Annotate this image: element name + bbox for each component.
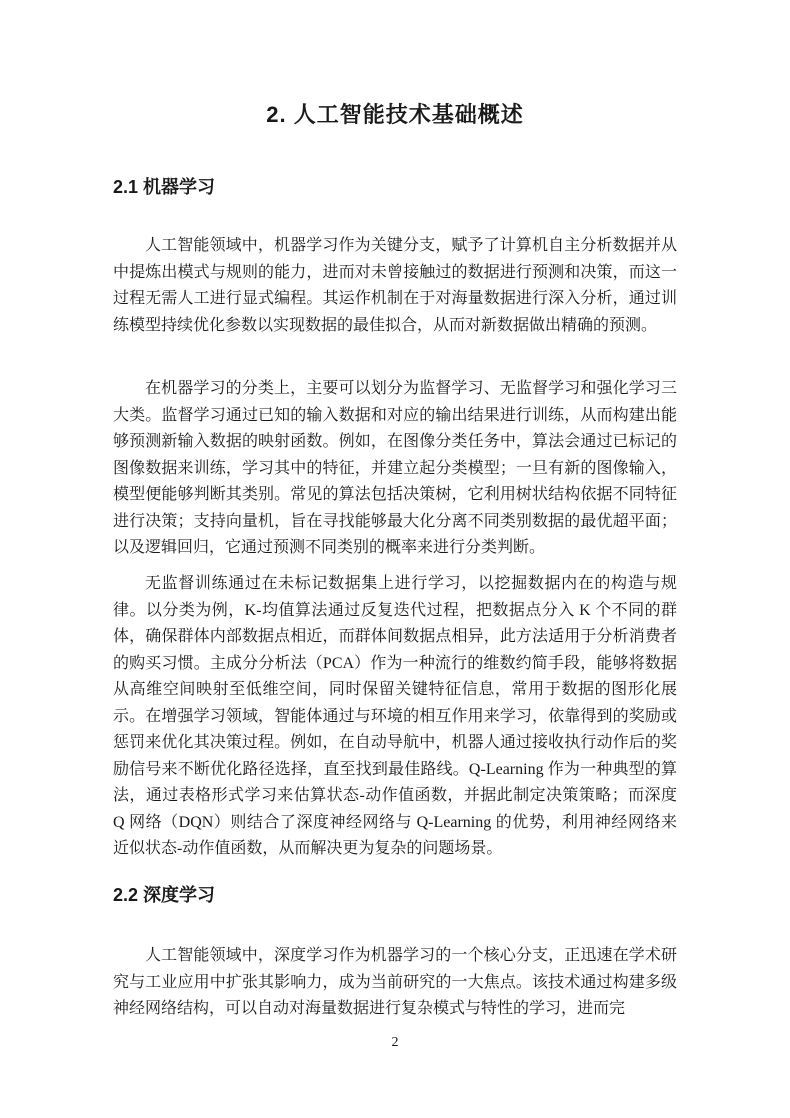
paragraph-ml-categories: 在机器学习的分类上，主要可以划分为监督学习、无监督学习和强化学习三大类。监督学习通过已知的输入数据和对应的输出结果进行训练，从而构建出能够预测新输入数据的映射函数。例如，在图像分类任务中，算法会通过已标记的图像数据来训练，学习其中的特征，并建立起分类模型；一旦有新的图像输入，模型便能够判断其类别。常见的算法包括决策树，它利用树状结构依据不同特征进行决策；支持向量机，旨在寻找能够最大化分离不同类别数据的最优超平面；以及逻辑回归，它通过预测不同类别的概率来进行分类判断。	[113, 380, 677, 556]
document-title: 2. 人工智能技术基础概述	[266, 102, 524, 127]
paragraph-ml-intro: 人工智能领域中，机器学习作为关键分支，赋予了计算机自主分析数据并从中提炼出模式与规则的能力，进而对未曾接触过的数据进行预测和决策，而这一过程无需人工进行显式编程。其运作机制在于对海量数据进行深入分析，通过训练模型持续优化参数以实现数据的最佳拟合，从而对新数据做出精确的预测。	[113, 237, 677, 334]
page-number: 2	[391, 1035, 399, 1050]
paragraph-dl-intro: 人工智能领域中，深度学习作为机器学习的一个核心分支，正迅速在学术研究与工业应用中扩张其影响力，成为当前研究的一大焦点。该技术通过构建多级神经网络结构，可以自动对海量数据进行复杂模式与特性的学习，进而完	[113, 947, 677, 1017]
section-heading-machine-learning: 2.1 机器学习	[113, 177, 216, 197]
paragraph-unsupervised-reinforcement: 无监督训练通过在未标记数据集上进行学习，以挖掘数据内在的构造与规律。以分类为例，K-均值算法通过反复迭代过程，把数据点分入 K 个不同的群体，确保群体内部数据点相近，而群体间数据点相异，此方法适用于分析消费者的购买习惯。主成分分析法（PCA）作为一种流行的维数约简手段，能够将数据从高维空间映射至低维空间，同时保留关键特征信息，常用于数据的图形化展示。在增强学习领域，智能体通过与环境的相互作用来学习，依靠得到的奖励或惩罚来优化其决策过程。例如，在自动导航中，机器人通过接收执行动作后的奖励信号来不断优化路径选择，直至找到最佳路线。Q-Learning 作为一种典型的算法，通过表格形式学习来估算状态-动作值函数，并据此制定决策策略；而深度 Q 网络（DQN）则结合了深度神经网络与 Q-Learning 的优势，利用神经网络来近似状态-动作值函数，从而解决更为复杂的问题场景。	[113, 575, 677, 857]
section-heading-deep-learning: 2.2 深度学习	[113, 885, 216, 905]
